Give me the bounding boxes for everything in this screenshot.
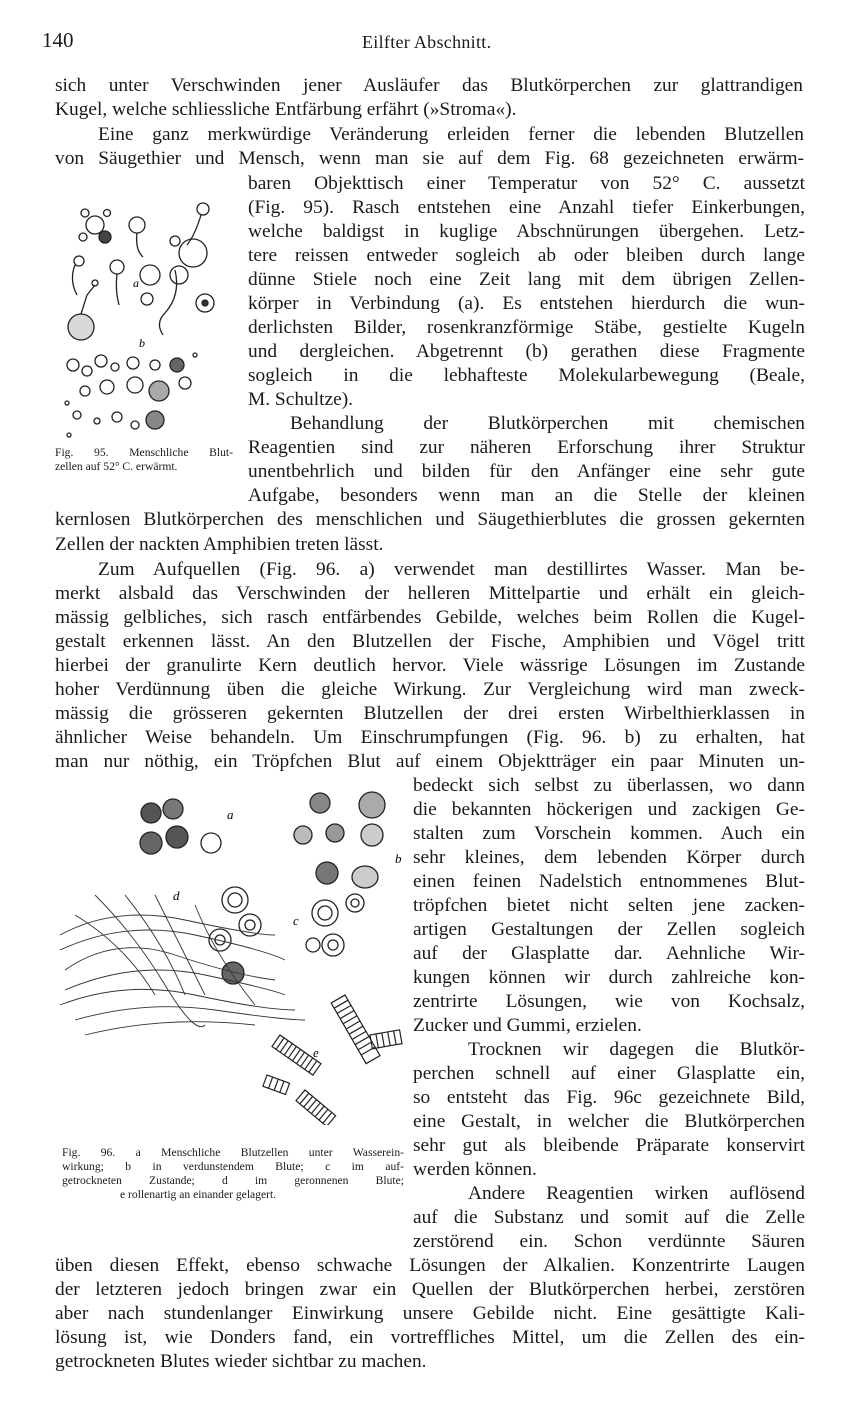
text-line: (Fig. 95). Rasch entstehen eine Anzahl tiefer Einkerbungen, <box>248 197 805 218</box>
text-line: M. Schultze). <box>248 389 354 410</box>
text-line: mässig die grösseren gekernten Blutzellen der drei ersten Wirbelthierklassen in <box>55 703 805 724</box>
text-line: hoher Verdünnung üben die gleiche Wirkung. Zur Vergleichung wird man zweck- <box>55 679 805 700</box>
text-line: Andere Reagentien wirken auflösend <box>468 1183 805 1204</box>
text-line: stalten zum Vorschein kommen. Auch ein <box>413 823 805 844</box>
text-line: tröpfchen bietet nicht selten jene zacken- <box>413 895 805 916</box>
text-line: perchen schnell auf einer Glasplatte ein, <box>413 1063 805 1084</box>
text-line: aber nach stundenlanger Einwirkung unsere Gebilde nicht. Eine gesättigte Kali- <box>55 1303 805 1324</box>
caption-line: zellen auf 52° C. erwärmt. <box>55 460 178 473</box>
fig96-label-a: a <box>227 807 234 822</box>
figure-96-illustration <box>55 785 410 1125</box>
text-line: der letzteren jedoch bringen zwar ein Quellen der Blutkörperchen herbei, zerstören <box>55 1279 805 1300</box>
figure-95-illustration <box>55 195 240 440</box>
caption-line: Fig. 96. a Menschliche Blutzellen unter Wasserein- <box>62 1146 404 1159</box>
text-line: so entsteht das Fig. 96c gezeichnete Bild, <box>413 1087 805 1108</box>
text-line: auf die Substanz und somit auf die Zelle <box>413 1207 805 1228</box>
fig95-label-b: b <box>139 336 145 350</box>
text-line: Zucker und Gummi, erzielen. <box>413 1015 642 1036</box>
fig96-label-c: c <box>293 913 299 928</box>
text-line: bedeckt sich selbst zu überlassen, wo dann <box>413 775 805 796</box>
text-line: zerstörend ein. Schon verdünnte Säuren <box>413 1231 805 1252</box>
text-line: Reagentien sind zur näheren Erforschung ihrer Struktur <box>248 437 805 458</box>
caption-line: getrockneten Zustande; d im geronnenen Blute; <box>62 1174 404 1187</box>
text-line: kernlosen Blutkörperchen des menschlichen und Säugethierblutes die grossen gekernten <box>55 509 805 530</box>
text-line: Zum Aufquellen (Fig. 96. a) verwendet man destillirtes Wasser. Man be- <box>98 559 805 580</box>
text-line: eine Gestalt, in welcher die Blutkörperchen <box>413 1111 805 1132</box>
text-line: von Säugethier und Mensch, wenn man sie auf dem Fig. 68 gezeichneten erwärm- <box>55 148 804 169</box>
text-line: man nur nöthig, ein Tröpfchen Blut auf einem Objektträger ein paar Minuten un- <box>55 751 805 772</box>
text-line: kungen können wir durch zahlreiche kon- <box>413 967 805 988</box>
text-line: ähnlicher Weise behandeln. Um Einschrumpfungen (Fig. 96. b) zu erhalten, hat <box>55 727 805 748</box>
text-line: Trocknen wir dagegen die Blutkör- <box>468 1039 805 1060</box>
page-number: 140 <box>42 28 74 52</box>
text-line: unentbehrlich und bilden für den Anfänger eine sehr gute <box>248 461 805 482</box>
text-line: zentrirte Lösungen, wie von Kochsalz, <box>413 991 805 1012</box>
text-line: Kugel, welche schliessliche Entfärbung erfährt (»Stroma«). <box>55 99 517 120</box>
caption-line: e rollenartig an einander gelagert. <box>120 1188 277 1201</box>
text-line: sehr kleines, dem lebenden Körper durch <box>413 847 805 868</box>
text-line: lösung ist, wie Donders fand, ein vortreffliches Mittel, um die Zellen des ein- <box>55 1327 805 1348</box>
fig96-label-d: d <box>173 888 180 903</box>
text-line: sogleich in die lebhafteste Molekularbewegung (Beale, <box>248 365 805 386</box>
text-line: merkt alsbald das Verschwinden der helleren Mittelpartie und erhält ein gleich- <box>55 583 805 604</box>
text-line: auf der Glasplatte dar. Aehnliche Wir- <box>413 943 805 964</box>
text-line: einen feinen Nadelstich entnommenes Blut- <box>413 871 805 892</box>
text-line: gestalt erkennen lässt. An den Blutzellen der Fische, Amphibien und Vögel tritt <box>55 631 805 652</box>
text-line: und dergleichen. Abgetrennt (b) gerathen diese Fragmente <box>248 341 805 362</box>
text-line: getrockneten Blutes wieder sichtbar zu machen. <box>55 1351 427 1372</box>
text-line: Zellen der nackten Amphibien treten lässt. <box>55 534 384 555</box>
caption-line: wirkung; b in verdunstendem Blute; c im auf- <box>62 1160 404 1173</box>
text-line: derlichsten Bilder, rosenkranzförmige Stäbe, gestielte Kugeln <box>248 317 805 338</box>
text-line: werden können. <box>413 1159 537 1180</box>
text-line: körper in Verbindung (a). Es entstehen hierdurch die wun- <box>248 293 805 314</box>
text-line: hierbei der granulirte Kern deutlich hervor. Viele wässrige Lösungen im Zustande <box>55 655 805 676</box>
text-line: Behandlung der Blutkörperchen mit chemischen <box>290 413 805 434</box>
text-line: sehr gut als bleibende Präparate konservirt <box>413 1135 805 1156</box>
text-line: artigen Gestaltungen der Zellen sogleich <box>413 919 805 940</box>
text-line: sich unter Verschwinden jener Ausläufer das Blutkörperchen zur glattrandigen <box>55 75 803 96</box>
fig96-label-b: b <box>395 851 402 866</box>
text-line: baren Objekttisch einer Temperatur von 52° C. aussetzt <box>248 173 805 194</box>
text-line: welche baldigst in kuglige Abschnürungen übergehen. Letz- <box>248 221 805 242</box>
running-head: Eilfter Abschnitt. <box>362 32 492 52</box>
text-line: tere reissen entweder sogleich ab oder bleiben durch lange <box>248 245 805 266</box>
caption-line: Fig. 95. Menschliche Blut- <box>55 446 233 459</box>
text-line: dünne Stiele noch eine Zeit lang mit dem übrigen Zellen- <box>248 269 805 290</box>
text-line: Eine ganz merkwürdige Veränderung erleiden ferner die lebenden Blutzellen <box>98 124 804 145</box>
text-line: Aufgabe, besonders wenn man an die Stelle der kleinen <box>248 485 805 506</box>
text-line: die bekannten höckerigen und zackigen Ge- <box>413 799 805 820</box>
fig95-label-a: a <box>133 276 139 290</box>
text-line: mässig gelbliches, sich rasch entfärbendes Gebilde, welches beim Rollen die Kugel- <box>55 607 805 628</box>
text-line: üben diesen Effekt, ebenso schwache Lösungen der Alkalien. Konzentrirte Laugen <box>55 1255 805 1276</box>
fig96-label-e: e <box>313 1045 319 1060</box>
